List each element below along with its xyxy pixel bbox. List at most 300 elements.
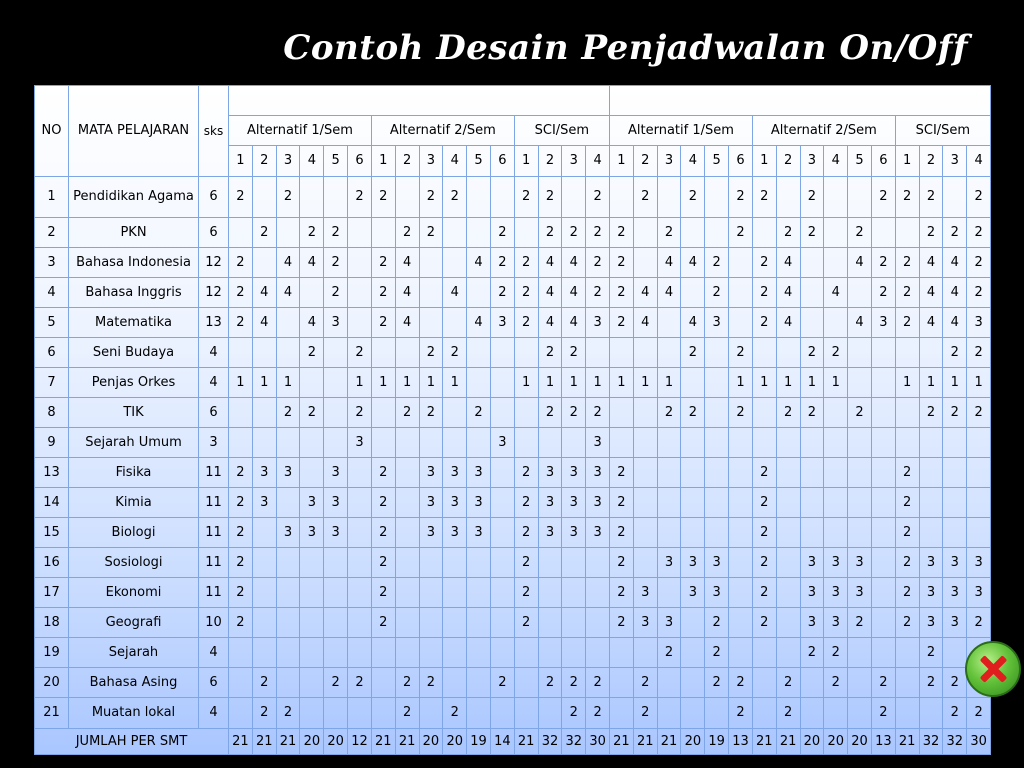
schedule-cell: 1 (419, 367, 443, 397)
schedule-cell (800, 427, 824, 457)
row-subject: Matematika (69, 307, 199, 337)
schedule-cell (467, 547, 491, 577)
row-no: 21 (35, 697, 69, 728)
schedule-cell (395, 337, 419, 367)
row-subject: Muatan lokal (69, 697, 199, 728)
schedule-cell: 2 (919, 397, 943, 427)
schedule-cell: 3 (705, 577, 729, 607)
schedule-cell: 2 (610, 307, 634, 337)
schedule-cell (419, 577, 443, 607)
schedule-cell: 2 (752, 577, 776, 607)
schedule-cell (371, 337, 395, 367)
schedule-cell (776, 607, 800, 637)
schedule-cell (919, 337, 943, 367)
row-sks: 10 (199, 607, 229, 637)
schedule-cell: 3 (681, 577, 705, 607)
row-sks: 6 (199, 176, 229, 217)
schedule-cell (395, 517, 419, 547)
table-row (35, 367, 991, 397)
schedule-cell (300, 457, 324, 487)
header-sub-number: 1 (752, 146, 776, 176)
schedule-cell (729, 517, 753, 547)
schedule-cell (871, 547, 895, 577)
header-group: Alternatif 1/Sem (229, 116, 372, 146)
schedule-cell: 2 (586, 667, 610, 697)
schedule-cell: 3 (562, 457, 586, 487)
schedule-cell: 2 (419, 176, 443, 217)
schedule-cell (419, 637, 443, 667)
schedule-cell: 3 (324, 517, 348, 547)
schedule-cell: 2 (729, 697, 753, 728)
table-row (35, 637, 991, 667)
table-row (35, 577, 991, 607)
schedule-cell: 3 (300, 517, 324, 547)
schedule-cell: 2 (895, 607, 919, 637)
schedule-cell: 1 (919, 367, 943, 397)
schedule-cell (514, 427, 538, 457)
schedule-cell (467, 217, 491, 247)
schedule-cell (467, 427, 491, 457)
schedule-cell (776, 547, 800, 577)
schedule-cell (705, 487, 729, 517)
total-row (35, 728, 991, 754)
schedule-cell (324, 547, 348, 577)
schedule-cell: 2 (800, 637, 824, 667)
row-subject: Sosiologi (69, 547, 199, 577)
schedule-cell: 3 (633, 607, 657, 637)
schedule-cell: 4 (300, 247, 324, 277)
schedule-cell (348, 217, 372, 247)
schedule-cell: 3 (657, 547, 681, 577)
schedule-cell (562, 176, 586, 217)
header-sks: sks (199, 86, 229, 177)
schedule-cell: 2 (490, 277, 514, 307)
total-cell: 30 (586, 728, 610, 754)
schedule-cell (229, 427, 253, 457)
total-label: JUMLAH PER SMT (35, 728, 229, 754)
schedule-cell: 3 (419, 487, 443, 517)
row-no: 4 (35, 277, 69, 307)
schedule-cell: 2 (490, 247, 514, 277)
schedule-cell: 2 (514, 487, 538, 517)
schedule-cell (705, 337, 729, 367)
row-subject: Seni Budaya (69, 337, 199, 367)
schedule-cell (657, 697, 681, 728)
schedule-cell: 3 (538, 517, 562, 547)
row-no: 19 (35, 637, 69, 667)
schedule-cell (490, 457, 514, 487)
schedule-cell: 2 (633, 176, 657, 217)
schedule-cell (276, 577, 300, 607)
schedule-cell (443, 307, 467, 337)
schedule-cell: 2 (895, 457, 919, 487)
schedule-cell: 2 (824, 667, 848, 697)
schedule-cell: 3 (324, 457, 348, 487)
schedule-cell: 2 (371, 457, 395, 487)
row-sks: 12 (199, 247, 229, 277)
schedule-cell: 4 (776, 307, 800, 337)
schedule-cell (729, 637, 753, 667)
schedule-cell: 2 (538, 217, 562, 247)
schedule-cell: 4 (467, 307, 491, 337)
schedule-cell: 2 (610, 457, 634, 487)
schedule-cell: 4 (538, 307, 562, 337)
header-group: Alternatif 2/Sem (752, 116, 895, 146)
schedule-cell (824, 427, 848, 457)
total-cell: 21 (276, 728, 300, 754)
schedule-cell: 2 (229, 547, 253, 577)
schedule-cell (610, 427, 634, 457)
schedule-cell (300, 427, 324, 457)
schedule-cell (276, 547, 300, 577)
schedule-cell (871, 487, 895, 517)
total-cell: 32 (943, 728, 967, 754)
row-subject: Kimia (69, 487, 199, 517)
table-row (35, 667, 991, 697)
schedule-cell: 2 (395, 217, 419, 247)
schedule-cell (276, 337, 300, 367)
schedule-cell: 2 (395, 697, 419, 728)
schedule-cell (300, 637, 324, 667)
schedule-cell: 2 (943, 217, 967, 247)
row-subject: Bahasa Asing (69, 667, 199, 697)
schedule-cell (300, 697, 324, 728)
schedule-cell: 3 (324, 307, 348, 337)
schedule-cell: 2 (419, 217, 443, 247)
schedule-cell: 2 (895, 517, 919, 547)
schedule-cell (395, 637, 419, 667)
schedule-cell (324, 637, 348, 667)
schedule-cell: 3 (824, 547, 848, 577)
schedule-cell: 2 (586, 217, 610, 247)
schedule-cell (276, 487, 300, 517)
header-block-right (610, 86, 991, 116)
schedule-cell (919, 427, 943, 457)
schedule-cell: 4 (467, 247, 491, 277)
schedule-cell: 2 (324, 667, 348, 697)
table-row (35, 217, 991, 247)
schedule-cell (610, 667, 634, 697)
schedule-cell (610, 697, 634, 728)
schedule-cell (586, 637, 610, 667)
schedule-cell (776, 427, 800, 457)
schedule-cell: 2 (705, 637, 729, 667)
schedule-cell: 2 (610, 517, 634, 547)
schedule-cell: 3 (490, 427, 514, 457)
schedule-cell: 2 (467, 397, 491, 427)
schedule-cell (395, 457, 419, 487)
schedule-cell (348, 637, 372, 667)
schedule-cell (633, 217, 657, 247)
schedule-cell (610, 337, 634, 367)
schedule-cell (467, 337, 491, 367)
schedule-cell (562, 607, 586, 637)
schedule-cell (490, 397, 514, 427)
schedule-cell (800, 697, 824, 728)
schedule-cell: 3 (538, 487, 562, 517)
schedule-cell: 3 (276, 457, 300, 487)
row-sks: 4 (199, 337, 229, 367)
schedule-cell: 2 (371, 517, 395, 547)
schedule-cell (919, 487, 943, 517)
total-cell: 14 (490, 728, 514, 754)
schedule-cell: 2 (967, 607, 991, 637)
schedule-cell: 4 (776, 277, 800, 307)
total-cell: 32 (919, 728, 943, 754)
schedule-cell: 2 (443, 337, 467, 367)
schedule-cell (419, 307, 443, 337)
schedule-cell (895, 337, 919, 367)
header-sub-number: 4 (443, 146, 467, 176)
schedule-cell: 3 (657, 607, 681, 637)
schedule-cell: 2 (848, 217, 872, 247)
schedule-cell: 2 (895, 577, 919, 607)
schedule-cell (371, 637, 395, 667)
schedule-cell (467, 697, 491, 728)
schedule-cell: 2 (514, 577, 538, 607)
row-subject: Pendidikan Agama (69, 176, 199, 217)
schedule-cell (681, 637, 705, 667)
schedule-cell: 1 (895, 367, 919, 397)
header-block-left (229, 86, 610, 116)
schedule-cell: 2 (681, 337, 705, 367)
schedule-cell: 2 (871, 697, 895, 728)
schedule-cell: 2 (371, 176, 395, 217)
schedule-cell (871, 577, 895, 607)
schedule-cell (800, 457, 824, 487)
schedule-cell (657, 667, 681, 697)
table-row (35, 176, 991, 217)
schedule-cell (824, 457, 848, 487)
schedule-cell: 2 (300, 217, 324, 247)
close-button[interactable] (965, 641, 1021, 697)
schedule-cell: 2 (705, 277, 729, 307)
total-cell: 21 (252, 728, 276, 754)
schedule-cell (371, 667, 395, 697)
schedule-cell: 2 (586, 397, 610, 427)
schedule-cell (681, 607, 705, 637)
schedule-cell: 2 (967, 247, 991, 277)
schedule-cell: 2 (919, 217, 943, 247)
row-sks: 11 (199, 547, 229, 577)
schedule-cell: 2 (657, 217, 681, 247)
schedule-cell: 2 (871, 247, 895, 277)
schedule-cell (919, 457, 943, 487)
schedule-cell (824, 217, 848, 247)
total-cell: 32 (562, 728, 586, 754)
schedule-cell: 1 (514, 367, 538, 397)
row-sks: 4 (199, 637, 229, 667)
schedule-cell (633, 397, 657, 427)
header-sub-number: 3 (562, 146, 586, 176)
schedule-cell: 3 (562, 517, 586, 547)
schedule-cell: 2 (776, 667, 800, 697)
schedule-cell (848, 367, 872, 397)
schedule-cell: 2 (371, 607, 395, 637)
table-row (35, 277, 991, 307)
schedule-cell (562, 637, 586, 667)
table-row (35, 337, 991, 367)
total-cell: 19 (467, 728, 491, 754)
schedule-cell (395, 427, 419, 457)
schedule-cell (705, 697, 729, 728)
schedule-cell (824, 517, 848, 547)
schedule-cell (633, 337, 657, 367)
schedule-cell (871, 367, 895, 397)
schedule-cell (348, 487, 372, 517)
schedule-cell (490, 577, 514, 607)
schedule-cell (443, 637, 467, 667)
schedule-cell: 4 (848, 307, 872, 337)
schedule-cell: 2 (800, 397, 824, 427)
schedule-cell (657, 176, 681, 217)
schedule-cell: 4 (919, 307, 943, 337)
schedule-cell (871, 337, 895, 367)
schedule-cell (443, 607, 467, 637)
schedule-cell (776, 577, 800, 607)
schedule-cell: 2 (871, 277, 895, 307)
schedule-cell (871, 217, 895, 247)
schedule-cell (538, 427, 562, 457)
schedule-cell (800, 517, 824, 547)
schedule-cell: 2 (562, 697, 586, 728)
header-sub-number: 4 (681, 146, 705, 176)
schedule-cell (657, 307, 681, 337)
schedule-cell: 2 (490, 667, 514, 697)
schedule-cell (300, 367, 324, 397)
schedule-cell (895, 637, 919, 667)
schedule-cell: 4 (943, 307, 967, 337)
schedule-cell: 2 (514, 517, 538, 547)
schedule-cell (943, 176, 967, 217)
header-group: Alternatif 2/Sem (371, 116, 514, 146)
schedule-cell (633, 427, 657, 457)
header-sub-number: 4 (824, 146, 848, 176)
schedule-cell: 2 (276, 397, 300, 427)
row-subject: PKN (69, 217, 199, 247)
schedule-cell: 2 (871, 667, 895, 697)
schedule-cell: 3 (586, 427, 610, 457)
schedule-cell (276, 427, 300, 457)
schedule-cell: 3 (467, 487, 491, 517)
schedule-cell (919, 517, 943, 547)
schedule-cell: 1 (824, 367, 848, 397)
schedule-cell (490, 637, 514, 667)
schedule-cell (848, 697, 872, 728)
schedule-cell (419, 697, 443, 728)
total-cell: 21 (752, 728, 776, 754)
schedule-cell (348, 547, 372, 577)
schedule-cell (348, 517, 372, 547)
schedule-cell: 2 (943, 337, 967, 367)
schedule-cell: 2 (276, 176, 300, 217)
row-sks: 4 (199, 697, 229, 728)
schedule-cell (395, 607, 419, 637)
schedule-cell (681, 457, 705, 487)
schedule-cell: 2 (895, 247, 919, 277)
schedule-cell (300, 277, 324, 307)
schedule-cell: 2 (800, 176, 824, 217)
schedule-cell: 2 (919, 667, 943, 697)
schedule-cell (848, 277, 872, 307)
schedule-cell (848, 487, 872, 517)
schedule-cell: 2 (895, 176, 919, 217)
schedule-cell: 2 (490, 217, 514, 247)
schedule-cell (229, 667, 253, 697)
schedule-cell (848, 517, 872, 547)
schedule-cell (371, 427, 395, 457)
schedule-cell: 2 (752, 457, 776, 487)
schedule-cell: 2 (752, 247, 776, 277)
schedule-cell: 2 (562, 397, 586, 427)
total-cell: 21 (776, 728, 800, 754)
row-subject: Sejarah (69, 637, 199, 667)
schedule-cell: 2 (514, 176, 538, 217)
header-group: SCI/Sem (895, 116, 990, 146)
schedule-cell (348, 277, 372, 307)
schedule-cell (776, 487, 800, 517)
schedule-cell: 3 (300, 487, 324, 517)
schedule-cell (657, 577, 681, 607)
schedule-cell: 2 (967, 337, 991, 367)
schedule-cell (443, 547, 467, 577)
schedule-cell: 2 (514, 607, 538, 637)
total-cell: 21 (610, 728, 634, 754)
schedule-cell (229, 217, 253, 247)
total-cell: 20 (681, 728, 705, 754)
schedule-cell: 1 (633, 367, 657, 397)
schedule-cell: 2 (252, 217, 276, 247)
table-row (35, 487, 991, 517)
schedule-cell (610, 176, 634, 217)
schedule-cell: 1 (586, 367, 610, 397)
schedule-cell: 2 (538, 337, 562, 367)
schedule-cell (752, 667, 776, 697)
row-sks: 6 (199, 217, 229, 247)
schedule-cell: 1 (395, 367, 419, 397)
schedule-cell: 2 (443, 176, 467, 217)
schedule-cell (324, 367, 348, 397)
schedule-cell: 3 (467, 457, 491, 487)
schedule-cell: 3 (871, 307, 895, 337)
header-sub-number: 3 (276, 146, 300, 176)
total-cell: 20 (324, 728, 348, 754)
schedule-cell (657, 457, 681, 487)
schedule-cell (943, 487, 967, 517)
schedule-cell: 3 (324, 487, 348, 517)
schedule-cell (229, 337, 253, 367)
schedule-cell (252, 577, 276, 607)
schedule-cell (276, 667, 300, 697)
schedule-cell: 3 (443, 457, 467, 487)
schedule-cell (514, 337, 538, 367)
schedule-cell: 2 (229, 307, 253, 337)
schedule-cell (848, 457, 872, 487)
schedule-cell (729, 487, 753, 517)
total-cell: 21 (633, 728, 657, 754)
schedule-cell: 1 (276, 367, 300, 397)
header-sub-number: 3 (943, 146, 967, 176)
schedule-cell (252, 176, 276, 217)
schedule-cell (371, 697, 395, 728)
schedule-cell: 4 (657, 277, 681, 307)
schedule-cell (276, 607, 300, 637)
schedule-cell (467, 577, 491, 607)
row-no: 7 (35, 367, 69, 397)
schedule-cell (562, 577, 586, 607)
schedule-cell: 2 (371, 277, 395, 307)
schedule-cell: 2 (752, 547, 776, 577)
